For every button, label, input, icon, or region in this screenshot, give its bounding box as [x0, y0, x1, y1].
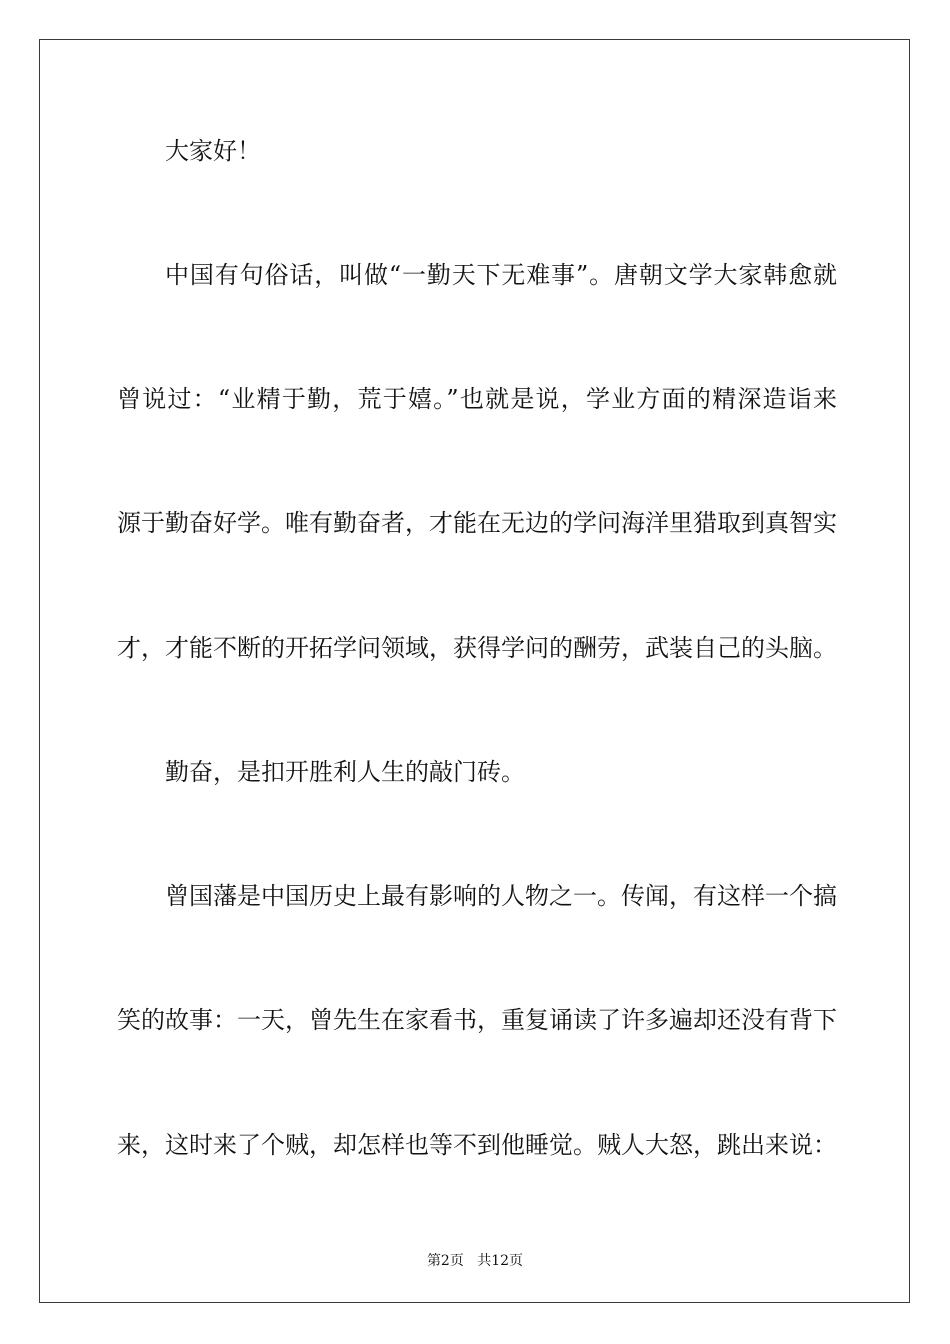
paragraph-1-line-3: 源于勤奋好学。唯有勤奋者，才能在无边的学问海洋里猎取到真智实: [117, 509, 837, 537]
total-pages: 共12页: [477, 1253, 524, 1269]
page-footer: [0, 1250, 950, 1270]
paragraph-1-line-4: 才，才能不断的开拓学问领域，获得学问的酬劳，武装自己的头脑。: [117, 634, 837, 662]
page-number: 第2页: [426, 1253, 464, 1269]
paragraph-1-line-2: 曾说过：“业精于勤，荒于嬉。”也就是说，学业方面的精深造诣来: [117, 385, 837, 413]
paragraph-3-line-1: 曾国藩是中国历史上最有影响的人物之一。传闻，有这样一个搞: [165, 882, 837, 910]
greeting-line: 大家好！: [165, 137, 261, 165]
paragraph-2-line-1: 勤奋，是扣开胜利人生的敲门砖。: [165, 758, 525, 786]
page-frame: [39, 39, 910, 1303]
paragraph-3-line-3: 来，这时来了个贼，却怎样也等不到他睡觉。贼人大怒，跳出来说：: [117, 1131, 837, 1159]
paragraph-3-line-2: 笑的故事：一天，曾先生在家看书，重复诵读了许多遍却还没有背下: [117, 1006, 837, 1034]
paragraph-1-line-1: 中国有句俗话，叫做“一勤天下无难事”。唐朝文学大家韩愈就: [165, 261, 837, 289]
